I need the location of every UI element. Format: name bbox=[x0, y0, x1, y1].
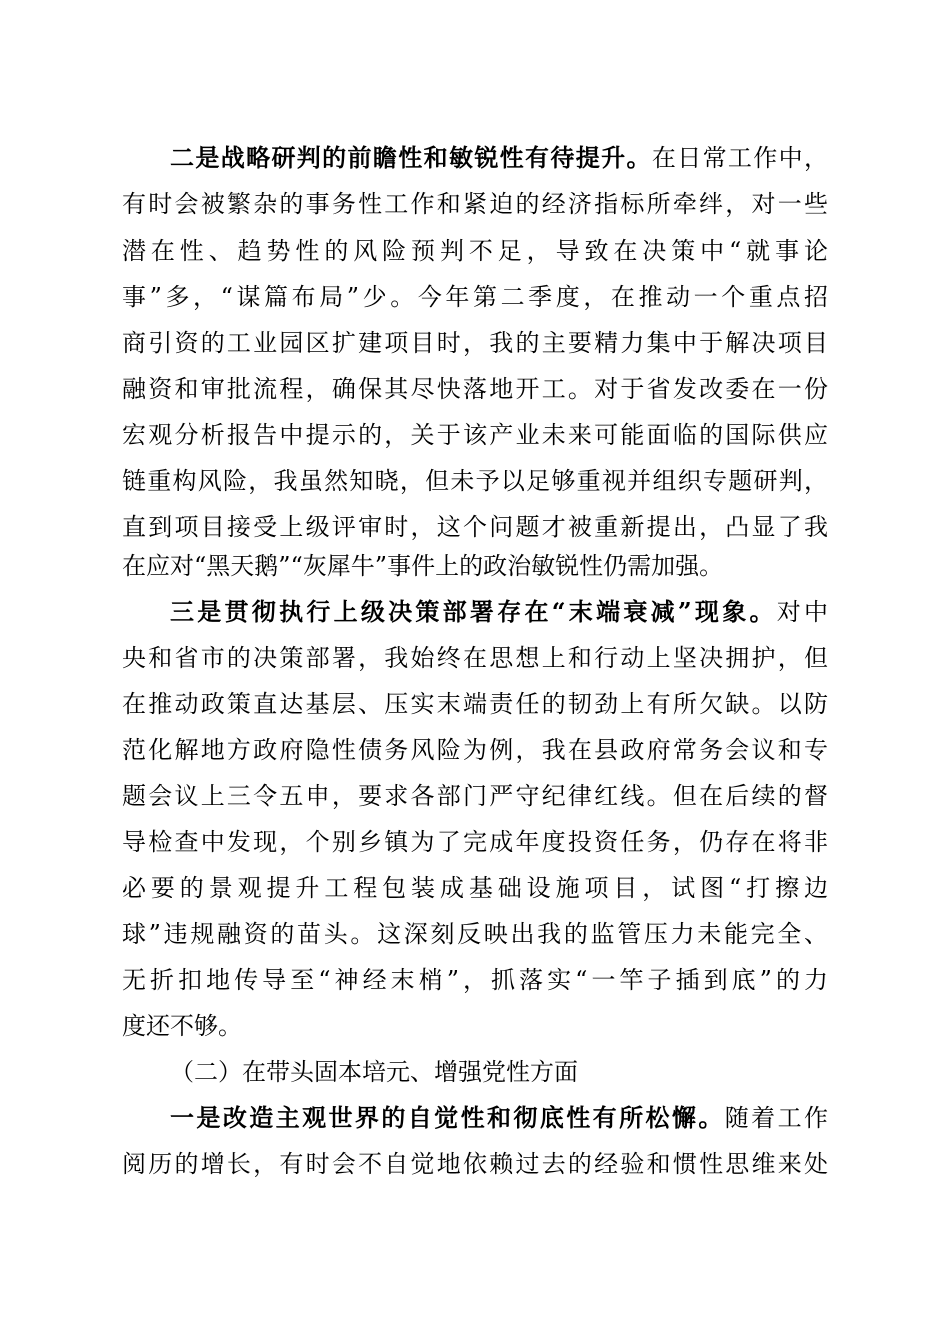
paragraph-1-line-3: 潜在性、趋势性的风险预判不足，导致在决策中“就事论 bbox=[122, 237, 828, 265]
paragraph-2-line-9: 无折扣地传导至“神经末梢”，抓落实“一竿子插到底”的力 bbox=[122, 966, 828, 994]
paragraph-2-line-7: 必要的景观提升工程包装成基础设施项目，试图“打擦边 bbox=[122, 874, 828, 902]
paragraph-2-text: 对中 bbox=[776, 598, 829, 626]
paragraph-2-line-1 bbox=[170, 592, 828, 632]
paragraph-2-line-2: 央和省市的决策部署，我始终在思想上和行动上坚决拥护，但 bbox=[122, 644, 828, 672]
paragraph-1-line-9: 直到项目接受上级评审时，这个问题才被重新提出，凸显了我 bbox=[122, 513, 828, 541]
paragraph-1-line-8: 链重构风险，我虽然知晓，但未予以足够重视并组织专题研判， bbox=[122, 467, 828, 495]
paragraph-2-line-6: 导检查中发现，个别乡镇为了完成年度投资任务，仍存在将非 bbox=[122, 828, 828, 856]
paragraph-2-line-10: 度还不够。 bbox=[122, 1012, 242, 1040]
section-heading: （二）在带头固本培元、增强党性方面 bbox=[170, 1058, 578, 1086]
paragraph-2-line-5: 题会议上三令五申，要求各部门严守纪律红线。但在后续的督 bbox=[122, 782, 828, 810]
paragraph-1-lead: 二是战略研判的前瞻性和敏锐性有待提升。 bbox=[170, 143, 652, 172]
paragraph-1-line-10: 在应对“黑天鹅”“灰犀牛”事件上的政治敏锐性仍需加强。 bbox=[122, 552, 724, 580]
paragraph-3-text: 随着工作 bbox=[724, 1104, 828, 1132]
paragraph-1-text: 在日常工作中， bbox=[651, 144, 829, 172]
paragraph-1-line-7: 宏观分析报告中提示的，关于该产业未来可能面临的国际供应 bbox=[122, 421, 828, 449]
paragraph-1-line-1 bbox=[170, 138, 828, 178]
paragraph-2-line-4: 范化解地方政府隐性债务风险为例，我在县政府常务会议和专 bbox=[122, 736, 828, 764]
paragraph-3-lead: 一是改造主观世界的自觉性和彻底性有所松懈。 bbox=[170, 1103, 725, 1132]
paragraph-1-line-4: 事”多，“谋篇布局”少。今年第二季度，在推动一个重点招 bbox=[122, 283, 828, 311]
paragraph-1-line-6: 融资和审批流程，确保其尽快落地开工。对于省发改委在一份 bbox=[122, 375, 828, 403]
paragraph-2-line-8: 球”违规融资的苗头。这深刻反映出我的监管压力未能完全、 bbox=[122, 920, 828, 948]
paragraph-1-line-2: 有时会被繁杂的事务性工作和紧迫的经济指标所牵绊，对一些 bbox=[122, 190, 828, 218]
paragraph-2-line-3: 在推动政策直达基层、压实末端责任的韧劲上有所欠缺。以防 bbox=[122, 690, 828, 718]
paragraph-1-line-5: 商引资的工业园区扩建项目时，我的主要精力集中于解决项目 bbox=[122, 329, 828, 357]
paragraph-3-line-1 bbox=[170, 1098, 828, 1138]
paragraph-3-line-2: 阅历的增长，有时会不自觉地依赖过去的经验和惯性思维来处 bbox=[122, 1150, 828, 1178]
paragraph-2-lead: 三是贯彻执行上级决策部署存在“末端衰减”现象。 bbox=[170, 597, 777, 626]
